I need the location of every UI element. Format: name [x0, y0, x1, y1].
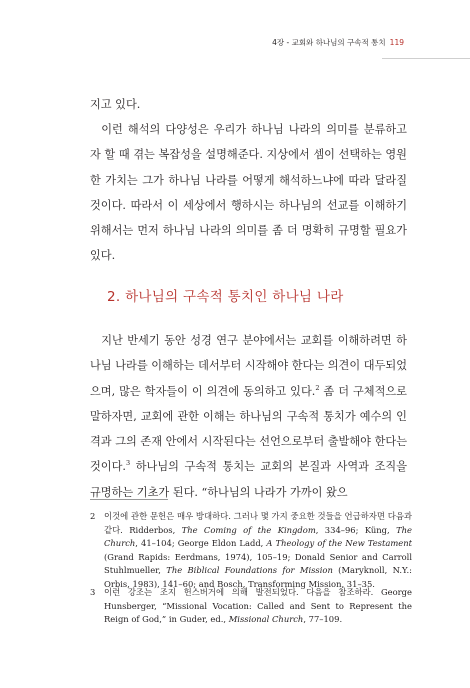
footnote-text: [104, 510, 412, 592]
footnote-ref-3[interactable]: 3: [125, 459, 131, 468]
fn-text-part: (Maryknoll, N.Y.: Orbis, 1983), 141–60; and Bosch, Transforming Mission, 31–35.: [104, 565, 412, 589]
footnote-separator: [90, 499, 168, 500]
footnote-3: [90, 586, 412, 627]
book-title: A Theology of the New Testament: [266, 538, 412, 549]
paragraph-text: 좀 더 구체적으로 말하자면, 교회에 관한 이해는 하나님의 구속적 통치가 예수의 인격과 그의 존재 안에서 시작된다는 선언으로부터 출발해야 한다는 것이다.: [90, 384, 407, 474]
book-title: Missional Church: [228, 614, 304, 625]
header-rule: [382, 58, 470, 59]
fn-text-part: 이것에 관한 문헌은 매우 방대하다. 그러나 몇 가지 중요한 것들을 언급하자면 다음과 같다. Ridderbos,: [104, 511, 412, 535]
paragraph-interpretation: 이런 해석의 다양성은 우리가 하나님 나라의 의미를 분류하고자 할 때 겪는 복잡성을 설명해준다. 지상에서 셈이 선택하는 영원한 가치는 그가 하나님 나라를 어떻게 해석하느냐에 따라 달라질 것이다. 따라서 이 세상에서 행하시는 하나님의 선교를 이해하기 위해서는 먼저 하나님 나라의 의미를 좀 더 명확히 규명할 필요가 있다.: [90, 123, 407, 263]
fn-text-part: 이런 강조는 조지 헌스버거에 의해 발전되었다. 다음을 참조하라. George Hunsberger, “Missional Vocation: Called and Sent to Represent the Reign of God,” in Guder, ed.,: [104, 587, 412, 625]
footnote-2: [90, 510, 412, 592]
footnote-number: 2: [90, 511, 96, 521]
page-number: 119: [389, 38, 404, 47]
footnote-ref-2[interactable]: 2: [315, 383, 320, 392]
book-title: The Biblical Foundations for Mission: [166, 565, 333, 576]
book-title: The Coming of the Kingdom: [181, 524, 316, 535]
paragraph-kingdom: [90, 328, 407, 505]
section-heading: 2. 하나님의 구속적 통치인 하나님 나라: [107, 289, 344, 305]
paragraph-text: 지난 반세기 동안 성경 연구 분야에서는 교회를 이해하려면 하나님 나라를 이해하는 데서부터 시작해야 한다는 의견이 대두되었으며, 많은 학자들이 이 의견에 동의하고 있다.: [90, 334, 407, 398]
fn-text-part: , 41–104; George Eldon Ladd,: [135, 538, 267, 549]
paragraph-text: 하나님의 구속적 통치는 교회의 본질과 사역과 조직을 규명하는 기초가 된다. “하나님의 나라가 가까이 왔으: [90, 460, 407, 499]
chapter-title: 4장 - 교회와 하나님의 구속적 통치: [272, 38, 386, 47]
fn-text-part: , 334–96; Küng,: [315, 524, 397, 535]
book-title: The Church: [104, 524, 413, 549]
fn-text-part: (Grand Rapids: Eerdmans, 1974), 105–19; Donald Senior and Carroll Stuhlmueller,: [104, 551, 412, 576]
footnote-number: 3: [90, 587, 96, 597]
paragraph-continuation: 지고 있다.: [90, 98, 141, 111]
running-header: [272, 37, 404, 48]
fn-text-part: , 77–109.: [303, 614, 343, 625]
footnote-text: [104, 586, 412, 627]
